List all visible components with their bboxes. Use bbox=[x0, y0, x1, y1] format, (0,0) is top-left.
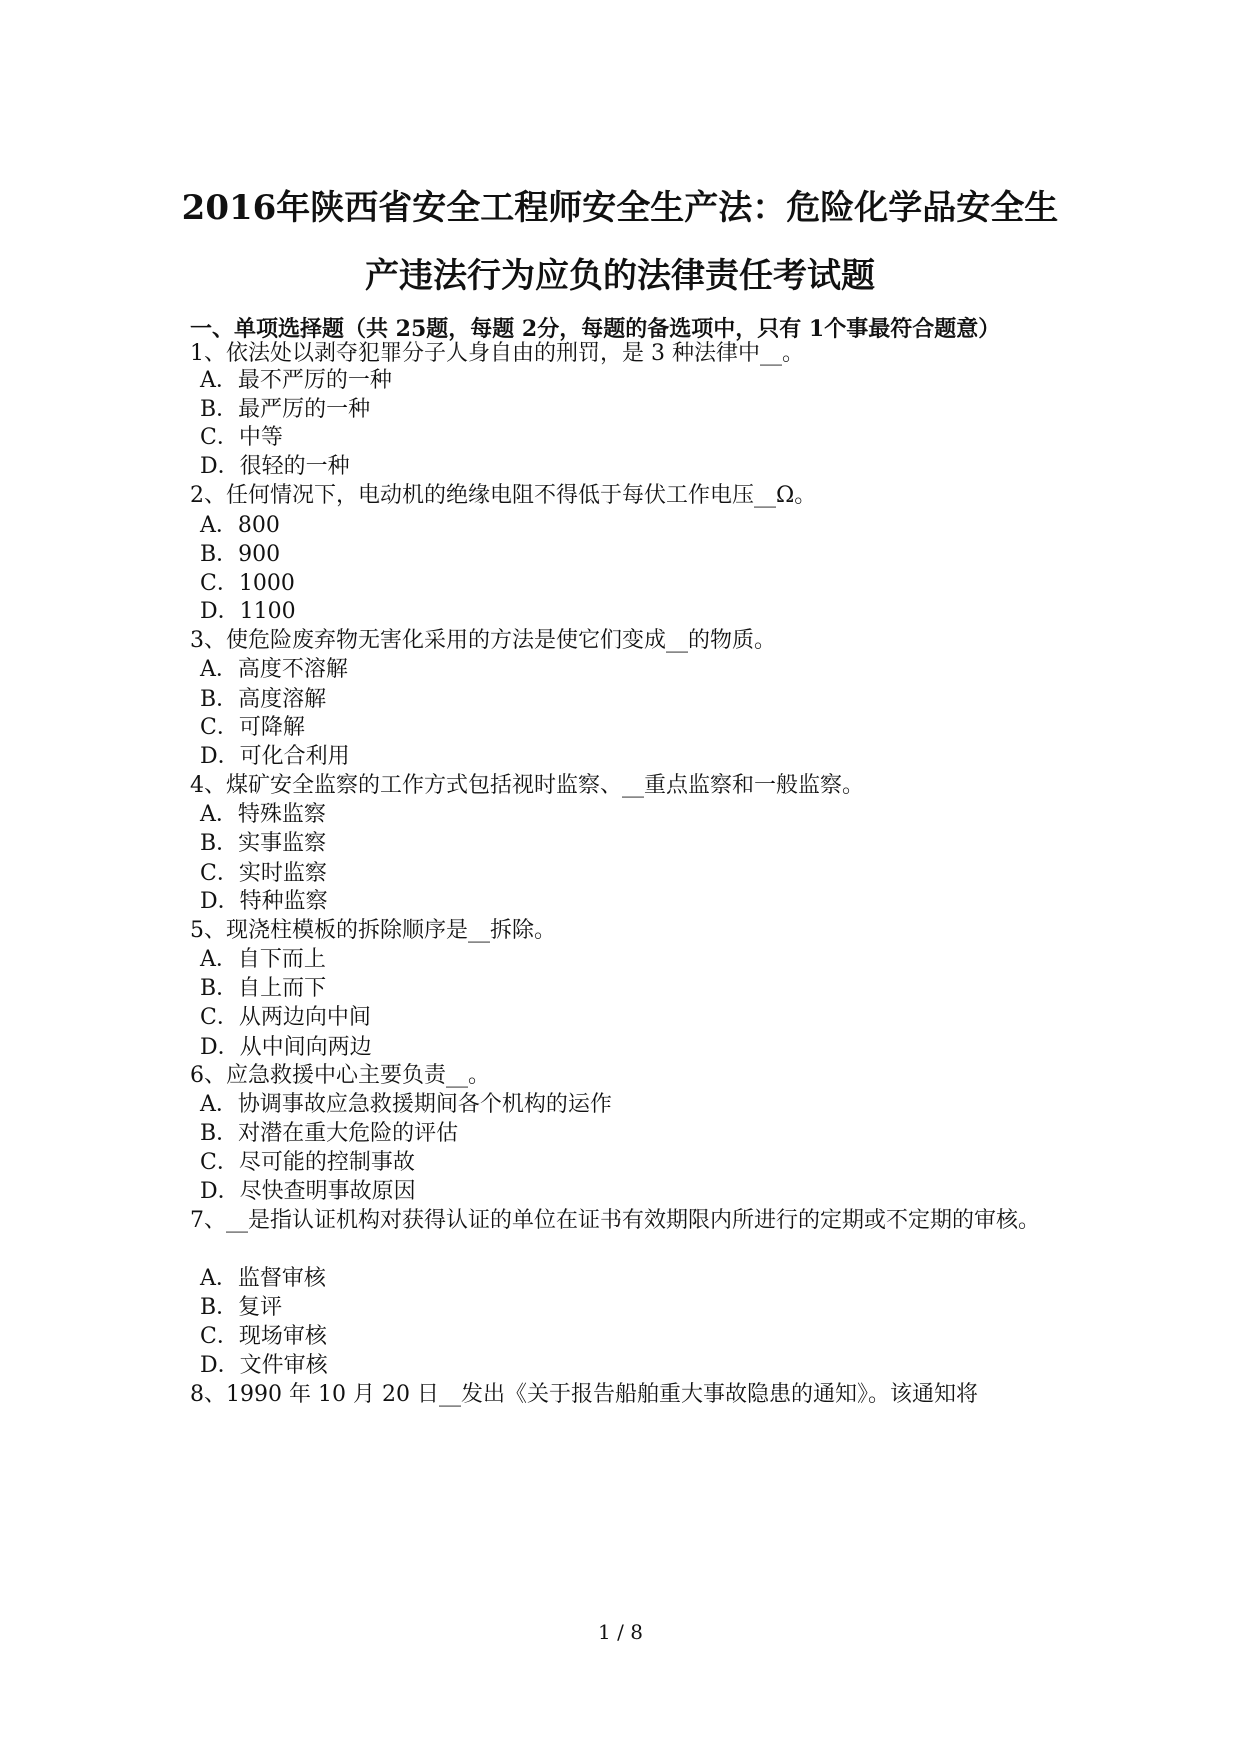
question-5-option-b: B．自上而下 bbox=[200, 976, 327, 1001]
question-7-option-a: A．监督审核 bbox=[200, 1266, 326, 1291]
question-5-option-d: D．从中间向两边 bbox=[200, 1035, 372, 1060]
question-3-option-c: C．可降解 bbox=[200, 715, 305, 740]
question-3-option-a: A．高度不溶解 bbox=[200, 657, 348, 682]
question-1: 1、依法处以剥夺犯罪分子人身自由的刑罚，是 3 种法律中__。 bbox=[190, 341, 804, 366]
question-4: 4、煤矿安全监察的工作方式包括视时监察、__重点监察和一般监察。 bbox=[190, 773, 864, 798]
question-6-option-b: B．对潜在重大危险的评估 bbox=[200, 1121, 459, 1146]
question-2-option-c: C．1000 bbox=[200, 571, 295, 596]
question-3-option-b: B．高度溶解 bbox=[200, 687, 327, 712]
question-1-option-a: A．最不严厉的一种 bbox=[200, 368, 392, 393]
question-5-option-a: A．自下而上 bbox=[200, 947, 326, 972]
question-3-option-d: D．可化合利用 bbox=[200, 744, 350, 769]
question-1-option-c: C．中等 bbox=[200, 425, 283, 450]
question-7-option-b: B．复评 bbox=[200, 1295, 283, 1320]
page-number: 1 / 8 bbox=[598, 1620, 643, 1644]
question-7-option-c: C．现场审核 bbox=[200, 1324, 327, 1349]
document-title-line-1: 2016年陕西省安全工程师安全生产法：危险化学品安全生 bbox=[181, 188, 1059, 228]
question-2: 2、任何情况下，电动机的绝缘电阻不得低于每伏工作电压__Ω。 bbox=[190, 483, 817, 508]
question-2-option-d: D．1100 bbox=[200, 599, 296, 624]
question-4-option-d: D．特种监察 bbox=[200, 889, 328, 914]
question-2-option-a: A．800 bbox=[200, 513, 280, 538]
question-4-option-b: B．实事监察 bbox=[200, 831, 327, 856]
question-4-option-a: A．特殊监察 bbox=[200, 802, 326, 827]
question-6-option-a: A．协调事故应急救援期间各个机构的运作 bbox=[200, 1092, 612, 1117]
question-6-option-d: D．尽快查明事故原因 bbox=[200, 1179, 416, 1204]
question-4-option-c: C．实时监察 bbox=[200, 861, 327, 886]
question-2-option-b: B．900 bbox=[200, 542, 281, 567]
question-1-option-d: D．很轻的一种 bbox=[200, 454, 350, 479]
question-8: 8、1990 年 10 月 20 日__发出《关于报告船舶重大事故隐患的通知》。该通知将 bbox=[190, 1382, 978, 1407]
question-5: 5、现浇柱模板的拆除顺序是__拆除。 bbox=[190, 918, 556, 943]
question-7-option-d: D．文件审核 bbox=[200, 1353, 328, 1378]
question-7: 7、__是指认证机构对获得认证的单位在证书有效期限内所进行的定期或不定期的审核。 bbox=[190, 1208, 1040, 1233]
question-6-option-c: C．尽可能的控制事故 bbox=[200, 1150, 415, 1175]
question-5-option-c: C．从两边向中间 bbox=[200, 1005, 371, 1030]
section-heading: 一、单项选择题（共 25题，每题 2分，每题的备选项中，只有 1个事最符合题意） bbox=[190, 316, 1001, 342]
question-3: 3、使危险废弃物无害化采用的方法是使它们变成__的物质。 bbox=[190, 628, 776, 653]
question-6: 6、应急救援中心主要负责__。 bbox=[190, 1063, 490, 1088]
question-1-option-b: B．最严厉的一种 bbox=[200, 397, 371, 422]
document-title-line-2: 产违法行为应负的法律责任考试题 bbox=[365, 256, 875, 296]
